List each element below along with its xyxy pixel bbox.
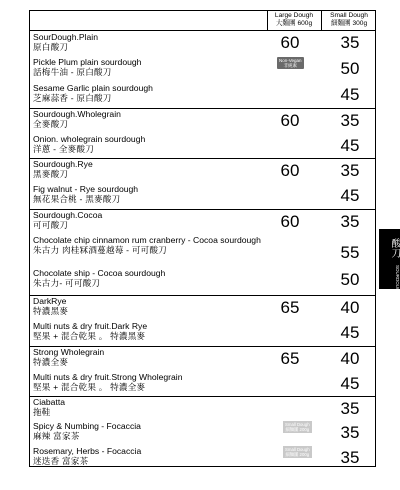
small-price: 35 <box>340 161 360 180</box>
item-name-zh: 話梅牛油 - 原白酸刀 <box>33 66 112 77</box>
item-name-zh: 全麥酸刀 <box>33 118 69 129</box>
menu-item <box>33 211 263 230</box>
small-price: 35 <box>340 111 360 130</box>
small-price: 45 <box>340 323 360 342</box>
small-price: 35 <box>340 448 360 467</box>
item-name-en: Sourdough.Rye <box>33 159 93 169</box>
item-name-en: Multi nuts & dry fruit.Strong Wholegrain <box>33 372 183 382</box>
badge-label-en: Non-Vegan <box>279 58 302 63</box>
menu-item <box>33 348 263 367</box>
menu-item <box>33 269 263 288</box>
item-name-zh: 迷迭香 富家茶 <box>33 455 89 466</box>
large-dough-weight: 大麵團 600g <box>275 19 313 27</box>
badge-label-zh: 細麵團 200g <box>285 427 310 432</box>
small-price: 40 <box>340 298 360 317</box>
menu-item <box>33 236 265 255</box>
sourdough-side-tab <box>379 229 400 295</box>
group-divider <box>30 295 375 296</box>
item-name-zh: 洋蔥 - 全麥酸刀 <box>33 143 94 154</box>
item-name-zh: 芝麻蒜香 - 原白酸刀 <box>33 92 112 103</box>
menu-item <box>33 135 263 154</box>
badge-label-zh: 非純素 <box>283 63 298 68</box>
small-price: 45 <box>340 85 360 104</box>
small-dough-weight: 細麵團 300g <box>330 19 368 27</box>
item-name-zh: 朱古力- 可可酸刀 <box>33 277 101 288</box>
side-tab-zh: 酸刀 <box>389 238 400 258</box>
small-dough-header <box>321 12 377 27</box>
item-name-en: Sourdough.Cocoa <box>33 210 103 220</box>
item-name-zh: 無花果合桃 - 黑麥酸刀 <box>33 193 121 204</box>
item-name-en: Chocolate chip cinnamon rum cranberry - Cocoa sourdough <box>33 235 261 245</box>
item-name-en: Multi nuts & dry fruit.Dark Rye <box>33 321 148 331</box>
menu-item <box>33 422 263 441</box>
badge-label-en: Small Dough <box>285 447 310 452</box>
group-divider <box>30 396 375 397</box>
item-name-zh: 麻辣 富家茶 <box>33 430 80 441</box>
menu-item <box>33 373 263 392</box>
menu-item <box>33 58 263 77</box>
menu-item <box>33 84 263 103</box>
badge-label-en: Small Dough <box>285 422 310 427</box>
item-name-en: Chocolate ship - Cocoa sourdough <box>33 268 166 278</box>
small-price: 35 <box>340 212 360 231</box>
small-price: 50 <box>340 270 360 289</box>
item-name-en: Sourdough.Wholegrain <box>33 109 121 119</box>
item-name-zh: 堅果 + 混合乾果 。 特濃全麥 <box>33 381 146 392</box>
dough-size-badge <box>283 446 312 458</box>
large-price: 65 <box>280 298 300 317</box>
large-dough-label: Large Dough <box>274 12 314 19</box>
large-price: 60 <box>280 111 300 130</box>
menu-item <box>33 160 263 179</box>
item-name-zh: 可可酸刀 <box>33 219 69 230</box>
bread-price-menu <box>29 10 376 467</box>
menu-item <box>33 33 263 52</box>
small-price: 45 <box>340 374 360 393</box>
menu-item <box>33 398 263 417</box>
item-name-en: SourDough.Plain <box>33 32 98 42</box>
item-name-zh: 特濃黑麥 <box>33 305 69 316</box>
item-name-en: Strong Wholegrain <box>33 347 105 357</box>
small-dough-label: Small Dough <box>330 12 368 19</box>
menu-item <box>33 185 263 204</box>
menu-item <box>33 322 263 341</box>
item-name-en: Rosemary, Herbs - Focaccia <box>33 446 142 456</box>
item-name-zh: 朱古力 肉桂冧酒蔓越莓 - 可可酸刀 <box>33 244 167 255</box>
dough-size-badge <box>283 421 312 433</box>
item-name-zh: 拖鞋 <box>33 406 51 417</box>
non-vegan-badge <box>277 57 304 69</box>
item-name-zh: 黑麥酸刀 <box>33 168 69 179</box>
menu-item <box>33 447 263 466</box>
price-header <box>30 11 375 31</box>
small-price: 45 <box>340 136 360 155</box>
item-name-en: Ciabatta <box>33 397 66 407</box>
item-name-en: Pickle Plum plain sourdough <box>33 57 142 67</box>
small-price: 35 <box>340 399 360 418</box>
side-tab-en: SOURDOUGH <box>395 265 400 295</box>
large-price: 65 <box>280 349 300 368</box>
item-name-en: Onion. wholegrain sourdough <box>33 134 146 144</box>
menu-item <box>33 110 263 129</box>
menu-item <box>33 297 263 316</box>
item-name-en: Fig walnut - Rye sourdough <box>33 184 139 194</box>
large-price: 60 <box>280 161 300 180</box>
item-name-en: Spicy & Numbing - Focaccia <box>33 421 141 431</box>
badge-label-zh: 細麵團 200g <box>285 452 310 457</box>
small-price: 35 <box>340 33 360 52</box>
small-price: 35 <box>340 423 360 442</box>
small-price: 45 <box>340 186 360 205</box>
small-price: 50 <box>340 59 360 78</box>
large-price: 60 <box>280 33 300 52</box>
small-price: 55 <box>340 243 360 262</box>
item-name-zh: 堅果 + 混合乾果 。 特濃黑麥 <box>33 330 146 341</box>
item-name-en: DarkRye <box>33 296 67 306</box>
item-name-en: Sesame Garlic plain sourdough <box>33 83 153 93</box>
item-name-zh: 原白酸刀 <box>33 41 69 52</box>
large-price: 60 <box>280 212 300 231</box>
item-name-zh: 特濃全麥 <box>33 356 69 367</box>
large-dough-header <box>267 12 321 27</box>
small-price: 40 <box>340 349 360 368</box>
